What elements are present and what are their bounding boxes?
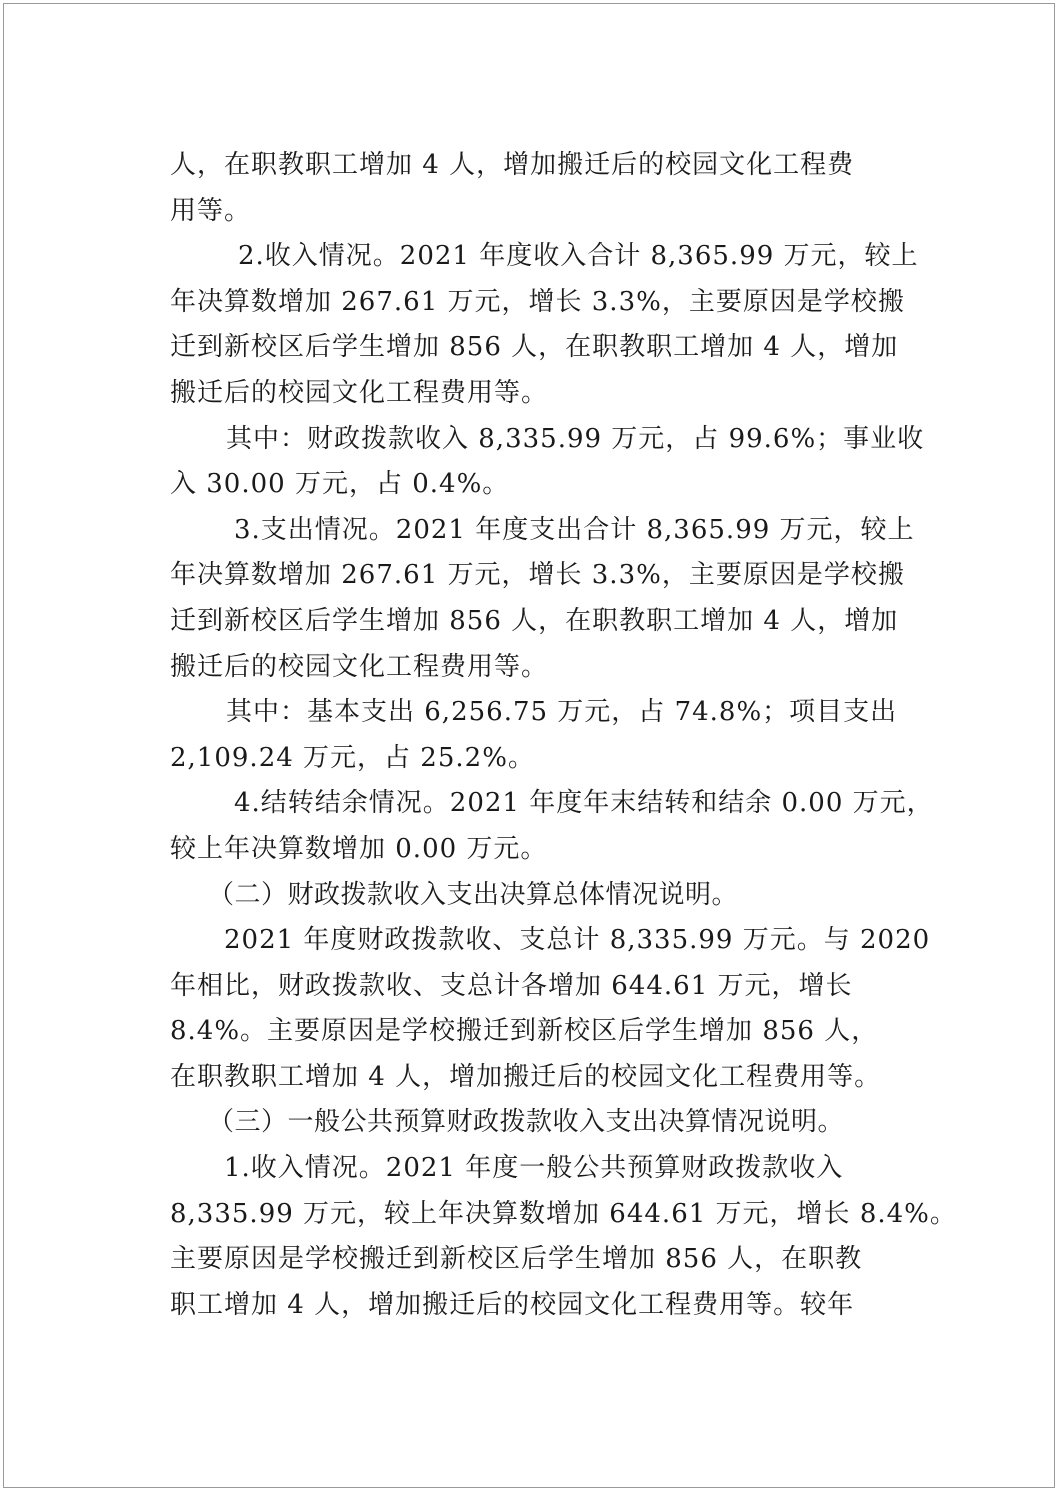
text-line: 8,335.99 万元，较上年决算数增加 644.61 万元，增长 8.4%。	[170, 1198, 957, 1229]
paragraph-fiscal-total	[170, 918, 930, 1100]
text-line: 较上年决算数增加 0.00 万元。	[170, 833, 548, 864]
paragraph-expenditure-breakdown	[170, 690, 930, 781]
text-line: 主要原因是学校搬迁到新校区后学生增加 856 人，在职教	[170, 1244, 863, 1275]
text-line: 1.收入情况。2021 年度一般公共预算财政拨款收入	[224, 1153, 844, 1184]
paragraph-expenditure	[170, 508, 930, 690]
text-line: 在职教职工增加 4 人，增加搬迁后的校园文化工程费用等。	[170, 1061, 882, 1092]
text-line: 2021 年度财政拨款收、支总计 8,335.99 万元。与 2020	[224, 925, 931, 956]
paragraph-income-breakdown	[170, 417, 930, 508]
section-heading-3	[170, 1100, 930, 1146]
document-page	[3, 3, 1055, 1488]
paragraph-continuation	[170, 143, 930, 234]
text-line: 年决算数增加 267.61 万元，增长 3.3%，主要原因是学校搬	[170, 286, 905, 317]
text-line: 2,109.24 万元，占 25.2%。	[170, 742, 535, 773]
paragraph-carryover	[170, 781, 934, 872]
text-line: 其中：基本支出 6,256.75 万元，占 74.8%；项目支出	[226, 697, 898, 728]
text-line: 搬迁后的校园文化工程费用等。	[170, 377, 549, 408]
text-line: 人，在职教职工增加 4 人，增加搬迁后的校园文化工程费	[170, 150, 855, 180]
text-line: 2.收入情况。2021 年度收入合计 8,365.99 万元，较上	[238, 241, 919, 272]
text-line: 其中：财政拨款收入 8,335.99 万元，占 99.6%；事业收	[226, 423, 925, 454]
text-line: 迁到新校区后学生增加 856 人，在职教职工增加 4 人，增加	[170, 605, 899, 636]
text-line: 8.4%。主要原因是学校搬迁到新校区后学生增加 856 人，	[170, 1016, 879, 1047]
text-line: 迁到新校区后学生增加 856 人，在职教职工增加 4 人，增加	[170, 332, 899, 363]
paragraph-general-budget-income	[170, 1146, 957, 1328]
text-line: 用等。	[170, 195, 252, 226]
paragraph-income	[170, 234, 930, 416]
text-line: 年决算数增加 267.61 万元，增长 3.3%，主要原因是学校搬	[170, 560, 905, 591]
section-heading: （二）财政拨款收入支出决算总体情况说明。	[208, 879, 739, 910]
text-line: 入 30.00 万元，占 0.4%。	[170, 469, 510, 500]
text-line: 搬迁后的校园文化工程费用等。	[170, 651, 549, 682]
text-line: 4.结转结余情况。2021 年度年末结转和结余 0.00 万元，	[234, 788, 934, 819]
section-heading: （三）一般公共预算财政拨款收入支出决算情况说明。	[208, 1107, 845, 1138]
text-line: 职工增加 4 人，增加搬迁后的校园文化工程费用等。较年	[170, 1289, 855, 1320]
section-heading-2	[170, 873, 930, 919]
text-line: 年相比，财政拨款收、支总计各增加 644.61 万元，增长	[170, 970, 853, 1001]
text-line: 3.支出情况。2021 年度支出合计 8,365.99 万元，较上	[234, 514, 915, 545]
document-body	[170, 143, 957, 1328]
